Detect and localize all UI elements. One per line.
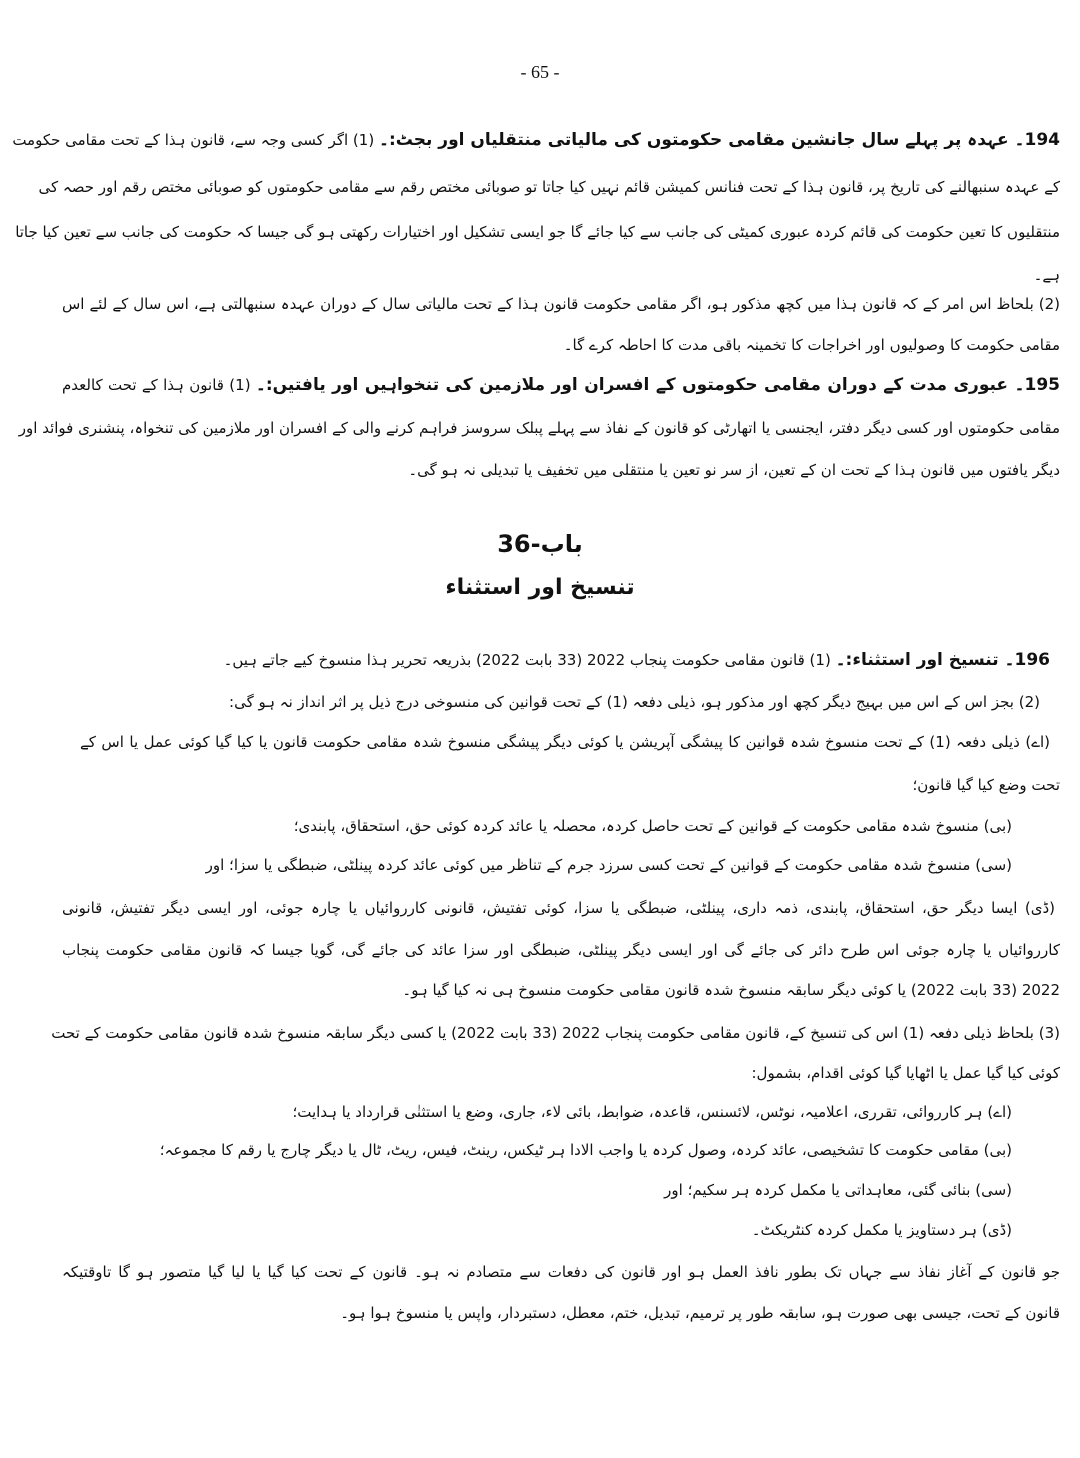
section-196-subsection-3: (3) بلحاظ ذیلی دفعہ (1) اس کی تنسیخ کے، قانون مقامی حکومت پنجاب 2022 (33 بابت 2022) یا کسی دیگر سابقہ منسوخ شدہ قانون مقامی حکومت کے تحت [51, 1024, 1060, 1042]
section-194-text: (1) اگر کسی وجہ سے، قانون ہذا کے تحت مقامی حکومت [12, 131, 375, 149]
clause-a: (اے) ذیلی دفعہ (1) کے تحت منسوخ شدہ قوانین کا پیشگی آپریشن یا کوئی دیگر پیشگی منسوخ شدہ مقامی حکومت قانون یا کیا گیا کوئی عمل یا اس کے [80, 733, 1050, 751]
section-196-line [224, 645, 1050, 675]
section-194-line: ہے۔ [1033, 266, 1060, 284]
section-194-line: منتقلیوں کا تعین حکومت کی قائم کردہ عبوری کمیٹی کی جانب سے کیا جائے گا جو ایسی تشکیل اور اختیارات رکھتی ہو گی جیسا کہ حکومت کی جانب سے تعین کیا جاتا [15, 223, 1060, 241]
section-196-subsection-3: کوئی کیا گیا عمل یا اٹھایا گیا کوئی اقدام، بشمول: [751, 1064, 1060, 1082]
sub-clause-d: (ڈی) ہر دستاویز یا مکمل کردہ کنٹریکٹ۔ [751, 1221, 1012, 1239]
sub-clause-b: (بی) مقامی حکومت کا تشخیصی، عائد کردہ، وصول کردہ یا واجب الادا ہر ٹیکس، رینٹ، فیس، ریٹ، ٹال یا دیگر چارج یا رقم کا مجموعہ؛ [159, 1141, 1012, 1159]
chapter-number: باب-36 [497, 530, 583, 558]
clause-d: کارروائیاں یا چارہ جوئی اس طرح دائر کی جائے گی اور ایسی دیگر پینلٹی، ضبطگی اور سزا عائد کی جائے گی، گویا جیسا کہ قانون مقامی حکومت پنجاب [62, 941, 1060, 959]
chapter-title: تنسیخ اور استثناء [445, 575, 635, 600]
section-195-line: مقامی حکومتوں اور کسی دیگر دفتر، ایجنسی یا اتھارٹی کو قانون کے نفاذ سے پہلے پبلک سروسز فراہم کرنے والی کے افسران اور ملازمین کی تنخواہ، پنشنری فوائد اور [18, 419, 1060, 437]
clause-d: 2022 (33 بابت 2022) یا کوئی دیگر سابقہ منسوخ شدہ قانون مقامی حکومت منسوخ ہی نہ کیا گیا ہو۔ [402, 981, 1060, 999]
section-196-text: (1) قانون مقامی حکومت پنجاب 2022 (33 بابت 2022) بذریعہ تحریر ہذا منسوخ کیے جاتے ہیں۔ [223, 651, 831, 669]
section-196-subsection-2: (2) بجز اس کے اس میں بہیج دیگر کچھ اور مذکور ہو، ذیلی دفعہ (1) کے تحت قوانین کی منسوخی درج ذیل پر اثر انداز نہ ہو گی: [229, 693, 1040, 711]
clause-b: (بی) منسوخ شدہ مقامی حکومت کے قوانین کے تحت حاصل کردہ، محصلہ یا عائد کردہ کوئی حق، استحقاق، پابندی؛ [293, 817, 1012, 835]
section-194-subsection-2: مقامی حکومت کا وصولیوں اور اخراجات کا تخمینہ باقی مدت کا احاطہ کرے گا۔ [563, 336, 1060, 354]
clause-d: (ڈی) ایسا دیگر حق، استحقاق، پابندی، ذمہ داری، پینلٹی، ضبطگی یا سزا، کوئی تفتیش، قانونی کارروائیاں یا چارہ جوئی، اور ایسی دیگر تفتیش، قانونی [62, 899, 1055, 917]
closing-text: قانون کے تحت، جیسی بھی صورت ہو، سابقہ طور پر ترمیم، تبدیل، ختم، معطل، دستبردار، واپس یا منسوخ ہوا ہو۔ [340, 1304, 1060, 1322]
clause-a: تحت وضع کیا گیا قانون؛ [912, 776, 1060, 794]
section-195-line [62, 370, 1060, 400]
section-194-line: کے عہدہ سنبھالنے کی تاریخ پر، قانون ہذا کے تحت فنانس کمیشن قائم نہیں کیا جاتا تو صوبائی مختص رقم سے مقامی حکومتوں کو صوبائی مختص رقم اور حصہ کی [38, 178, 1060, 196]
clause-c: (سی) منسوخ شدہ مقامی حکومت کے قوانین کے تحت کسی سرزد جرم کے تناظر میں کوئی عائد کردہ پینلٹی، ضبطگی یا سزا؛ اور [205, 856, 1012, 874]
closing-text: جو قانون کے آغاز نفاذ سے جہاں تک بطور نافذ العمل ہو اور قانون کی دفعات سے متصادم نہ ہو۔ قانون کے تحت کیا گیا یا لیا گیا متصور ہو گا تاوقتیکہ [62, 1263, 1060, 1281]
sub-clause-a: (اے) ہر کارروائی، تقرری، اعلامیہ، نوٹس، لائسنس، قاعدہ، ضوابط، بائی لاء، جاری، وضع یا استثنٰی قرارداد یا ہدایت؛ [292, 1103, 1012, 1121]
section-194-heading: 194۔ عہدہ پر پہلے سال جانشین مقامی حکومتوں کی مالیاتی منتقلیاں اور بجٹ:۔ [378, 130, 1060, 150]
section-195-heading: 195۔ عبوری مدت کے دوران مقامی حکومتوں کے افسران اور ملازمین کی تنخواہیں اور یافتیں:۔ [255, 375, 1060, 395]
section-196-heading: 196۔ تنسیخ اور استثناء:۔ [835, 650, 1050, 670]
section-194-line [12, 125, 1060, 155]
section-195-text: (1) قانون ہذا کے تحت کالعدم [62, 376, 251, 394]
page-number: - 65 - [520, 62, 560, 82]
sub-clause-c: (سی) بنائی گئی، معاہداتی یا مکمل کردہ ہر سکیم؛ اور [664, 1181, 1012, 1199]
section-195-line: دیگر یافتوں میں قانون ہذا کے تحت ان کے تعین، از سر نو تعین یا منتقلی میں تخفیف یا تبدیلی نہ ہو گی۔ [408, 461, 1060, 479]
section-194-subsection-2: (2) بلحاظ اس امر کے کہ قانون ہذا میں کچھ مذکور ہو، اگر مقامی حکومت قانون ہذا کے تحت مالیاتی سال کے دوران عہدہ سنبھالتی ہے، اس سال کے لئے اس [62, 295, 1060, 313]
